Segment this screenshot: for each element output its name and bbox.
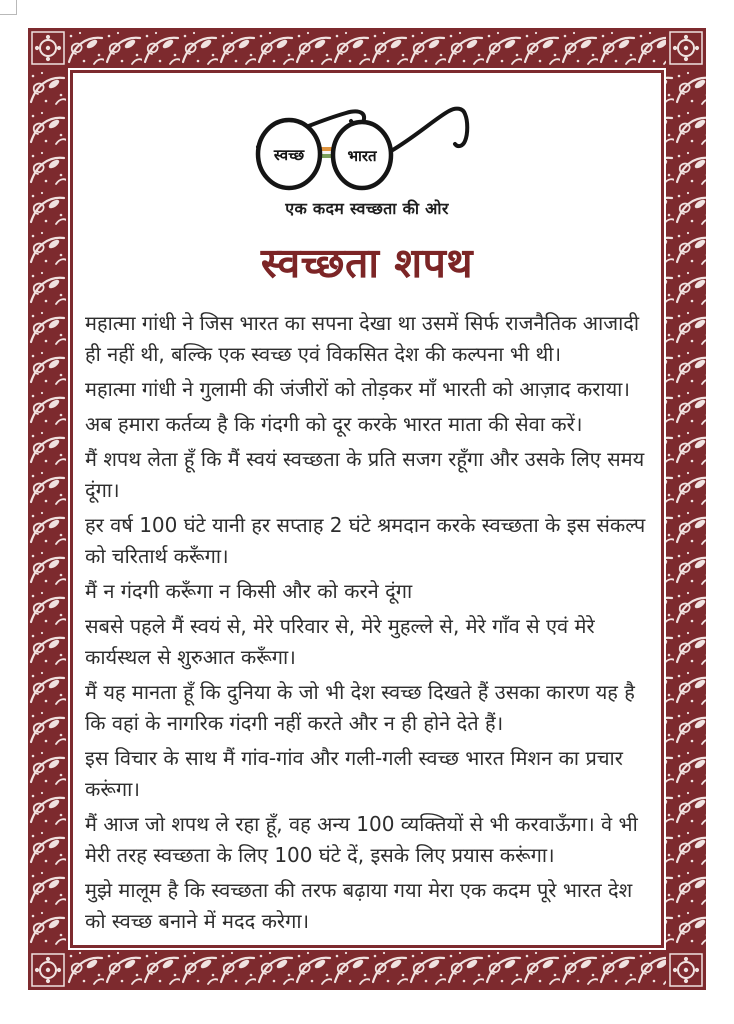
pledge-paragraph: मुझे मालूम है कि स्वच्छता की तरफ बढ़ाया गया मेरा एक कदम पूरे भारत देश को स्वच्छ बनाने में मदद करेगा। [85, 878, 633, 933]
swachh-bharat-logo [85, 103, 649, 219]
pledge-paragraph: मैं आज जो शपथ ले रहा हूँ, वह अन्य 100 व्यक्तियों से भी करवाऊँगा। वे भी मेरी तरह स्वच्छता के लिए 100 घंटे दें, इसके लिए प्रयास करूंगा। [85, 812, 638, 867]
pledge-paragraph: इस विचार के साथ मैं गांव-गांव और गली-गली स्वच्छ भारत मिशन का प्रचार करूंगा। [85, 746, 623, 801]
pledge-content [73, 73, 661, 945]
pledge-paragraph: अब हमारा कर्तव्य है कि गंदगी को दूर करके भारत माता की सेवा करें। [85, 412, 583, 436]
pledge-paragraph: मैं यह मानता हूँ कि दुनिया के जो भी देश स्वच्छ दिखते हैं उसका कारण यह है कि वहां के नागरिक गंदगी नहीं करते और न ही होने देते हैं। [85, 680, 635, 735]
pledge-paragraph: हर वर्ष 100 घंटे यानी हर सप्ताह 2 घंटे श्रमदान करके स्वच्छता के इस संकल्प को चरितार्थ करूँगा। [85, 513, 646, 568]
pledge-paragraph: मैं न गंदगी करूँगा न किसी और को करने दूंगा [85, 579, 413, 603]
page-corner-artifact [0, 0, 17, 15]
pledge-paragraphs [85, 308, 649, 937]
gandhi-spectacles-icon [252, 103, 482, 193]
logo-right-lens-label: भारत [347, 147, 377, 165]
page-title: स्वच्छता शपथ [260, 239, 474, 287]
pledge-paragraph: सबसे पहले मैं स्वयं से, मेरे परिवार से, मेरे मुहल्ले से, मेरे गाँव से एवं मेरे कार्यस्थल से शुरुआत करूँगा। [85, 614, 595, 669]
pledge-paragraph: महात्मा गांधी ने जिस भारत का सपना देखा था उसमें सिर्फ राजनैतिक आजादी ही नहीं थी, बल्कि एक स्वच्छ एवं विकसित देश की कल्पना भी थी। [85, 311, 640, 366]
pledge-paragraph: महात्मा गांधी ने गुलामी की जंजीरों को तोड़कर माँ भारती को आज़ाद कराया। [85, 377, 630, 401]
pledge-paragraph: मैं शपथ लेता हूँ कि मैं स्वयं स्वच्छता के प्रति सजग रहूँगा और उसके लिए समय दूंगा। [85, 447, 645, 502]
logo-tagline: एक कदम स्वच्छता की ओर [285, 199, 449, 218]
logo-left-lens-label: स्वच्छ [273, 146, 305, 164]
